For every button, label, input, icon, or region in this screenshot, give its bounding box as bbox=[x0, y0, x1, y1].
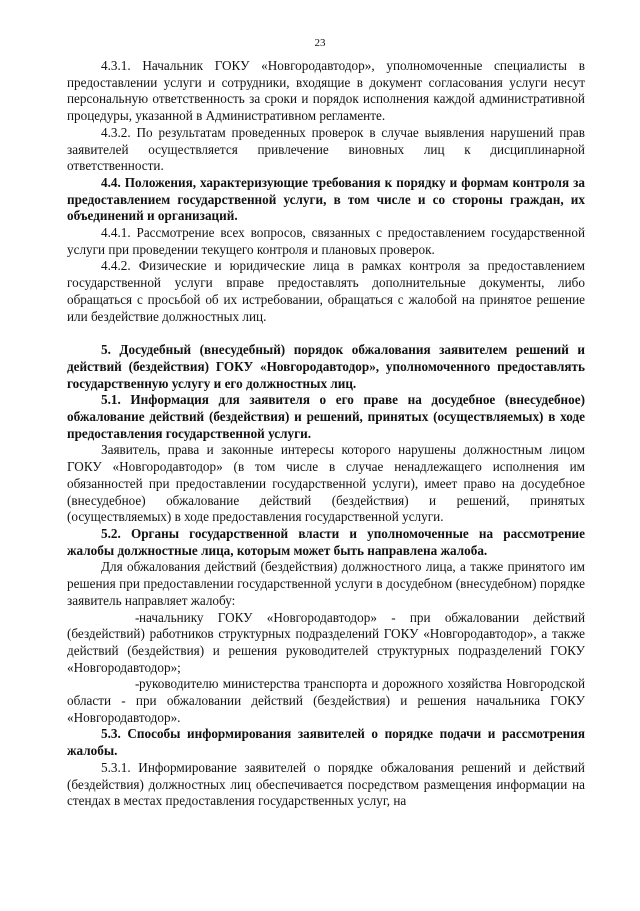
list-dash: - bbox=[135, 609, 140, 625]
paragraph-5-1-body: Заявитель, права и законные интересы которого нарушены должностным лицом ГОКУ «Новгородавтодор» (в том числе в случае ненадлежащего исполнения им обязанностей при предоставлении государственной услуги), имеет право на досудебное (внесудебное) обжалование действий (бездействия) и решений, принятых (осуществляемых) в ходе предоставления государственной услуги. bbox=[67, 442, 585, 525]
paragraph-5-3-1: 5.3.1. Информирование заявителей о порядке обжалования решений и действий (бездействия) должностных лиц обеспечивается посредством размещения информации на стендах в местах предоставления государственных услуг, на bbox=[67, 759, 585, 809]
heading-5-2: 5.2. Органы государственной власти и уполномоченные на рассмотрение жалобы должностные лица, которым может быть направлена жалоба. bbox=[67, 525, 585, 558]
list-item-text: начальнику ГОКУ «Новгородавтодор» - при обжаловании действий (бездействий) работников структурных подразделений ГОКУ «Новгородавтодор», а также действий (бездействия) и решения руководителей структурных подразделений ГОКУ «Новгородавтодор»; bbox=[67, 609, 585, 675]
document-body bbox=[67, 58, 585, 810]
heading-section-5: 5. Досудебный (внесудебный) порядок обжалования заявителем решений и действий (бездействия) ГОКУ «Новгородавтодор», уполномоченного предоставлять государственную услугу и его должностных лиц. bbox=[67, 342, 585, 391]
list-item bbox=[67, 676, 585, 726]
paragraph-4-3-2: 4.3.2. По результатам проведенных проверок в случае выявления нарушений прав заявителей осуществляется привлечение виновных лиц к дисциплинарной ответственности. bbox=[67, 124, 585, 174]
list-item bbox=[67, 610, 585, 677]
page-number: 23 bbox=[314, 37, 326, 49]
paragraph-4-4-2: 4.4.2. Физические и юридические лица в рамках контроля за предоставлением государственной услуги вправе предоставлять дополнительные документы, либо обращаться с просьбой об их истребовании, обращаться с жалобой на принятое решение или бездействие должностных лиц. bbox=[67, 258, 585, 324]
heading-5-3: 5.3. Способы информирования заявителей о порядке подачи и рассмотрения жалобы. bbox=[67, 726, 585, 759]
heading-5-1: 5.1. Информация для заявителя о его праве на досудебное (внесудебное) обжалование действий (бездействия) и решений, принятых (осуществляемых) в ходе предоставления государственной услуги. bbox=[67, 392, 585, 441]
paragraph-5-2-intro: Для обжалования действий (бездействия) должностного лица, а также принятого им решения при предоставлении государственной услуги в досудебном (внесудебном) порядке заявитель направляет жалобу: bbox=[67, 559, 585, 608]
list-dash: - bbox=[135, 676, 140, 692]
paragraph-4-4-1: 4.4.1. Рассмотрение всех вопросов, связанных с предоставлением государственной услуги при проведении текущего контроля и плановых проверок. bbox=[67, 225, 585, 257]
list-item-text: руководителю министерства транспорта и дорожного хозяйства Новгородской области - при обжаловании действий (бездействия) и решения начальника ГОКУ «Новгородавтодор». bbox=[67, 676, 585, 725]
paragraph-4-3-1: 4.3.1. Начальник ГОКУ «Новгородавтодор», уполномоченные специалисты в предоставлении услуги и сотрудники, входящие в документ согласования услуги несут персональную ответственность за сроки и порядок исполнения каждой административной процедуры, указанной в Административном регламенте. bbox=[67, 58, 585, 124]
heading-4-4: 4.4. Положения, характеризующие требования к порядку и формам контроля за предоставлением государственной услуги, в том числе и со стороны граждан, их объединений и организаций. bbox=[67, 174, 585, 224]
